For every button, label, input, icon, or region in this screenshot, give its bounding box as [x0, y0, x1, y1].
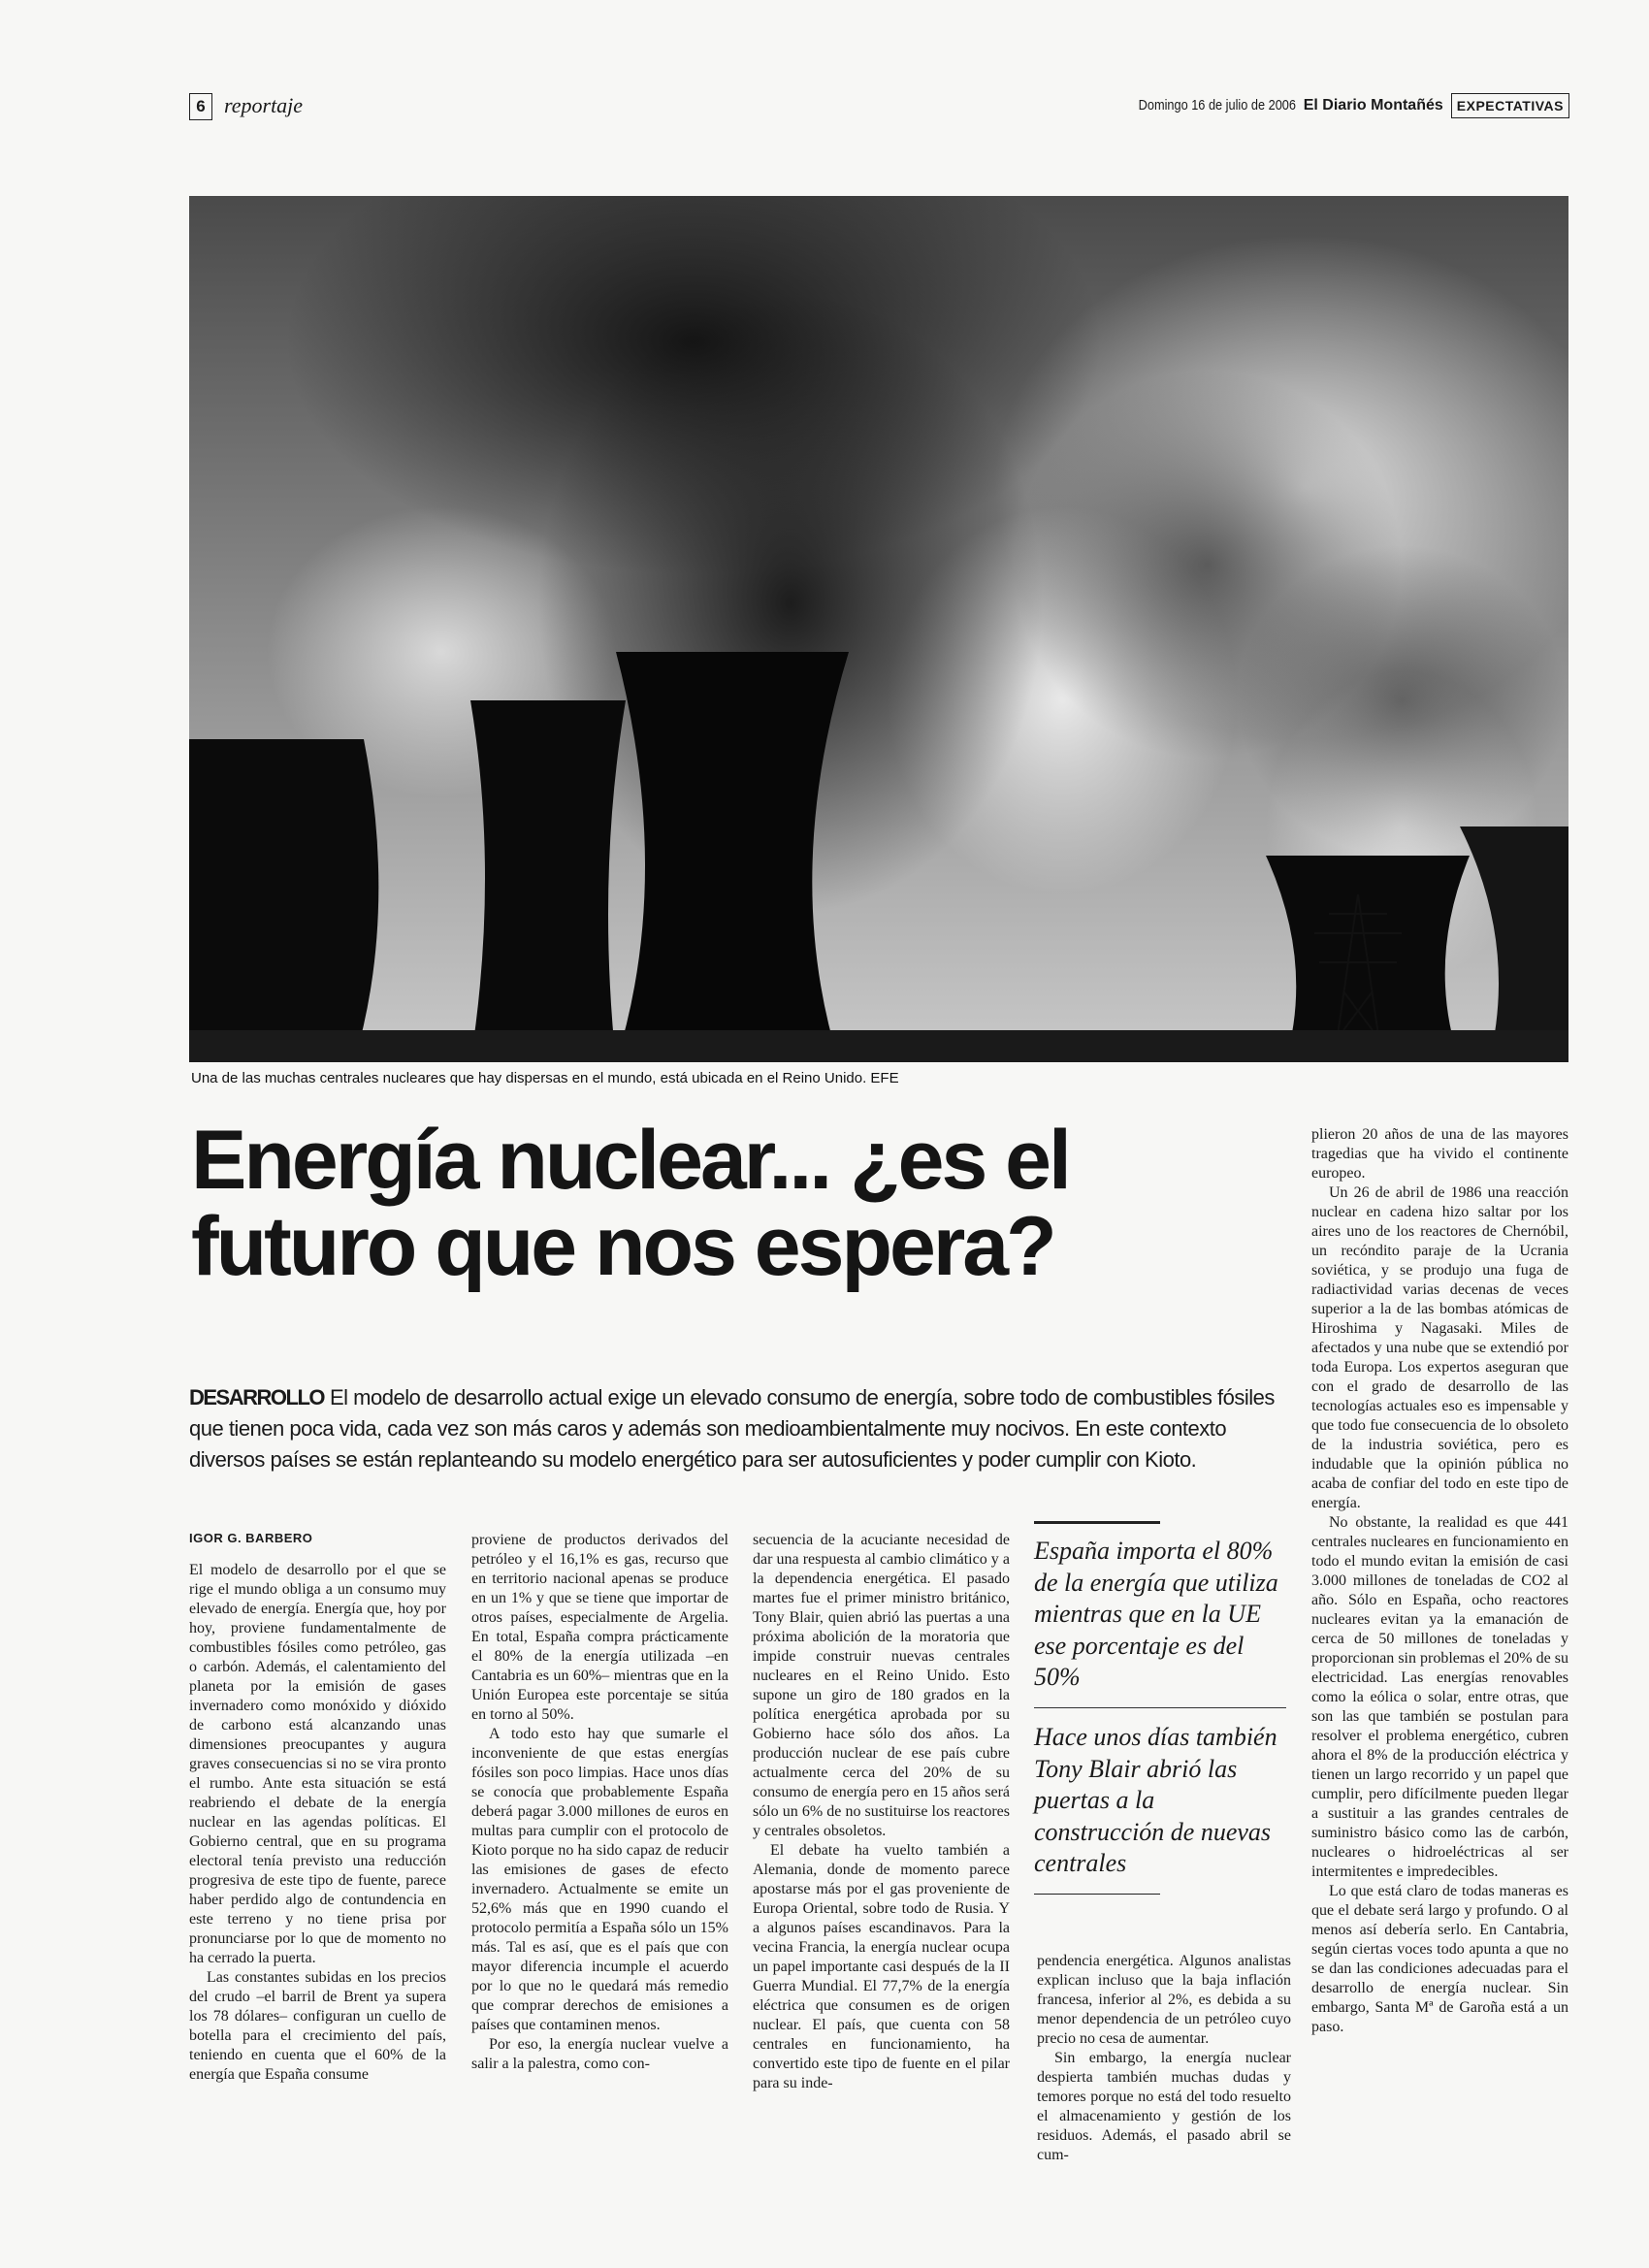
power-plant-photo [189, 196, 1568, 1062]
column-4 [1037, 1952, 1291, 2165]
paragraph: No obstante, la realidad es que 441 centrales nucleares en funcionamiento en todo el mundo evitan la emisión de casi 3.000 millones de toneladas de CO2 al año. Sólo en España, ocho reactores nucleares evitan ya la emanación de cerca de 50 millones de toneladas y proporcionan sin problemas el 20% de su electricidad. Las energías renovables como la eólica o solar, entre otras, que son las que también se postulan para resolver el problema energético, cubren ahora el 8% de la producción eléctrica y tienen un largo recorrido y un papel que cumplir, pero difícilmente pueden llegar a sustituir a las grandes centrales de suministro básico como las de carbón, nucleares o hidroeléctricas al ser intermitentes e impredecibles. [1311, 1514, 1568, 1880]
column-1 [189, 1531, 446, 2085]
byline: IGOR G. BARBERO [189, 1531, 313, 1545]
paragraph: Por eso, la energía nuclear vuelve a salir a la palestra, como con- [471, 2036, 728, 2072]
paragraph: Las constantes subidas en los precios del crudo –el barril de Brent ya supera los 78 dólares– configuran un cuello de botella para el crecimiento del país, teniendo en cuenta que el 60% de la energía que España consume [189, 1969, 446, 2083]
photo-caption: Una de las muchas centrales nucleares que hay dispersas en el mundo, está ubicada en el Reino Unido. EFE [191, 1070, 899, 1086]
paragraph: El modelo de desarrollo por el que se rige el mundo obliga a un consumo muy elevado de energía. Energía que, hoy por hoy, proviene fundamentalmente de combustibles fósiles como petróleo, gas o carbón. Además, el calentamiento del planeta por la emisión de gases invernadero como monóxido y dióxido de carbono está alcanzando unas dimensiones preocupantes y augura graves consecuencias si no se vira pronto el rumbo. Ante esta situación se está reabriendo el debate de la energía nuclear en las agendas políticas. El Gobierno central, que en su programa electoral tenía previsto una reducción progresiva de este tipo de fuente, parece haber perdido algo de contundencia en este terreno y no tiene prisa por pronunciarse por lo que de momento no ha cerrado la puerta. [189, 1562, 446, 1966]
edition-badge: EXPECTATIVAS [1451, 93, 1569, 118]
newspaper-name: El Diario Montañés [1303, 97, 1443, 113]
lead-text: El modelo de desarrollo actual exige un elevado consumo de energía, sobre todo de combustibles fósiles que tienen poca vida, cada vez son más caros y además son medioambientalmente muy nocivos. En este contexto diversos países se están replanteando su modelo energético para ser autosuficientes y poder cumplir con Kioto. [189, 1385, 1275, 1472]
paragraph: secuencia de la acuciante necesidad de dar una respuesta al cambio climático y a la dependencia energética. El pasado martes fue el primer ministro británico, Tony Blair, quien abrió las puertas a una próxima abolición de la moratoria que impide construir nuevas centrales nucleares en el Reino Unido. Esto supone un giro de 180 grados en la política energética aprobada por su Gobierno hace sólo dos años. La producción nuclear de ese país cubre actualmente cerca del 20% de su consumo de energía pero en 15 años será sólo un 6% de no sustituirse los reactores y centrales obsoletos. [753, 1532, 1010, 1839]
paragraph: Un 26 de abril de 1986 una reacción nuclear en cadena hizo saltar por los aires uno de los reactores de Chernóbil, un recóndito paraje de la Ucrania soviética, y se produjo una fuga de radiactividad varias decenas de veces superior a la de las bombas atómicas de Hiroshima y Nagasaki. Miles de afectados y una nube que se extendió por toda Europa. Los expertos aseguran que con el grado de desarrollo de las tecnologías actuales eso es impensable y que todo fue consecuencia de lo obsoleto de la industria soviética, pero es indudable que la opinión pública no acaba de confiar del todo en este tipo de energía. [1311, 1184, 1568, 1511]
pullquote-rule [1034, 1894, 1160, 1895]
column-2 [471, 1531, 728, 2074]
page-header [189, 93, 1569, 126]
paragraph: El debate ha vuelto también a Alemania, donde de momento parece apostarse más por el gas proveniente de Europa Oriental, sobre todo de Rusia. Y a algunos países escandinavos. Para la vecina Francia, la energía nuclear ocupa un papel importante casi después de la II Guerra Mundial. El 77,7% de la energía eléctrica que consumen es de origen nuclear. El país, que cuenta con 58 centrales en funcionamiento, ha convertido este tipo de fuente en el pilar para su inde- [753, 1842, 1010, 2091]
pullquote-1: España importa el 80% de la energía que utiliza mientras que en la UE ese porcentaje es del 50% [1034, 1537, 1278, 1691]
pullquote-2: Hace unos días también Tony Blair abrió las puertas a la construcción de nuevas centrales [1034, 1723, 1277, 1877]
paragraph: Sin embargo, la energía nuclear despierta también muchas dudas y temores porque no está del todo resuelto el almacenamiento y gestión de los residuos. Además, el pasado abril se cum- [1037, 2050, 1291, 2163]
column-3 [753, 1531, 1010, 2093]
header-info [1111, 93, 1569, 118]
publication-date: Domingo 16 de julio de 2006 [1138, 97, 1296, 113]
pull-quotes [1034, 1521, 1286, 1895]
paragraph: pendencia energética. Algunos analistas explican incluso que la baja inflación francesa, inferior al 2%, es debida a su menor dependencia de un petróleo cuyo precio no cesa de aumentar. [1037, 1953, 1291, 2047]
article-lead [189, 1382, 1276, 1475]
paragraph: Lo que está claro de todas maneras es que el debate será largo y profundo. O al menos así debería serlo. En Cantabria, según ciertas voces todo apunta a que no se dan las condiciones adecuadas para el desarrollo de energía nuclear. Sin embargo, Santa Mª de Garoña está a un paso. [1311, 1883, 1568, 2035]
pullquote-rule [1034, 1521, 1160, 1524]
pullquote-divider [1034, 1707, 1286, 1709]
section-name: reportaje [224, 93, 304, 117]
column-5 [1311, 1125, 1568, 2037]
cooling-towers-illustration [189, 196, 1568, 1062]
paragraph: plieron 20 años de una de las mayores tragedias que ha vivido el continente europeo. [1311, 1126, 1568, 1182]
article-headline: Energía nuclear... ¿es el futuro que nos espera? [191, 1114, 1069, 1294]
page-number: 6 [189, 93, 212, 120]
paragraph: proviene de productos derivados del petróleo y el 16,1% es gas, recurso que en territorio nacional apenas se produce en un 1% y que se tiene que importar de otros países, especialmente de Argelia. En total, España compra prácticamente el 80% de la energía utilizada –en Cantabria es un 60%– mientras que en la Unión Europea este porcentaje se sitúa en torno al 50%. [471, 1532, 728, 1723]
paragraph: A todo esto hay que sumarle el inconveniente de que estas energías fósiles son poco limpias. Hace unos días se conocía que probablemente España deberá pagar 3.000 millones de euros en multas para cumplir con el protocolo de Kioto porque no ha sido capaz de reducir las emisiones de gases de efecto invernadero. Actualmente se emite un 52,6% más que en 1990 cuando el protocolo permitía a España sólo un 15% más. Tal es así, que es el país que con mayor diferencia incumple el acuerdo por lo que no le quedará más remedio que comprar derechos de emisiones a países que contaminen menos. [471, 1726, 728, 2033]
lead-tag: DESARROLLO [189, 1385, 324, 1409]
